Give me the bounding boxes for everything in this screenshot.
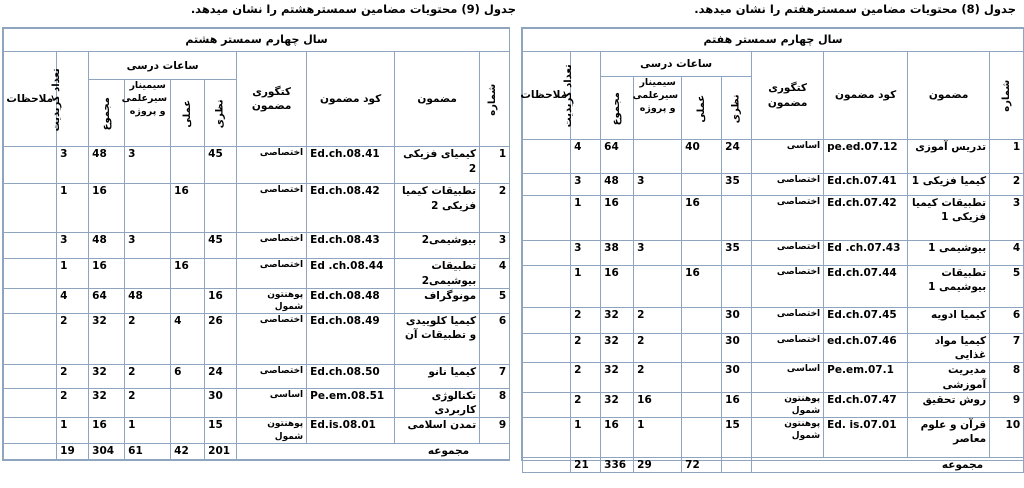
practical-cell: 16	[682, 196, 722, 241]
table-row	[4, 259, 510, 288]
practical-cell	[682, 363, 722, 392]
credits-cell: 1	[571, 266, 601, 308]
practical-cell	[682, 392, 722, 417]
seminar-cell: 2	[125, 389, 171, 418]
totals-label: مجموعه	[752, 457, 1024, 472]
table-9-panel	[2, 27, 510, 461]
theory-cell: 26	[205, 314, 237, 365]
totals-notes	[4, 443, 57, 459]
code-cell: Ed.ch.07.41	[824, 174, 908, 196]
credits-cell: 3	[571, 174, 601, 196]
header-code: کود مضمون	[307, 52, 395, 147]
notes-cell	[523, 140, 571, 174]
category-cell: اختصاصی	[237, 184, 307, 233]
seminar-cell: 3	[125, 233, 171, 259]
code-cell: Ed .ch.08.44	[307, 259, 395, 288]
theory-cell	[722, 196, 752, 241]
table-row	[523, 417, 1024, 457]
subject-cell: مونوگراف	[395, 288, 480, 313]
total-cell: 16	[89, 418, 125, 443]
seminar-cell: 2	[634, 334, 682, 363]
totals-total: 336	[601, 457, 634, 472]
practical-cell	[171, 389, 205, 418]
header-code: کود مضمون	[824, 52, 908, 140]
seminar-cell	[634, 266, 682, 308]
table-row	[523, 392, 1024, 417]
row-number: 4	[990, 241, 1024, 266]
category-cell: پوهنتون شمول	[752, 417, 824, 457]
table-row	[4, 147, 510, 184]
credits-cell: 2	[571, 363, 601, 392]
credits-cell: 1	[571, 196, 601, 241]
header-credits: تعداد کریدیت	[571, 52, 601, 140]
notes-cell	[4, 259, 57, 288]
practical-cell	[171, 418, 205, 443]
total-cell: 64	[89, 288, 125, 313]
subject-cell: بیوشیمی 1	[908, 241, 990, 266]
category-cell: پوهنتون شمول	[237, 418, 307, 443]
theory-cell: 16	[205, 288, 237, 313]
practical-cell	[682, 334, 722, 363]
seminar-cell: 2	[634, 308, 682, 334]
seminar-cell: 3	[634, 241, 682, 266]
credits-cell: 2	[57, 389, 89, 418]
header-credits: تعداد کریدیت	[57, 52, 89, 147]
subject-cell: تمدن اسلامی	[395, 418, 480, 443]
code-cell: Ed.ch.08.42	[307, 184, 395, 233]
seminar-cell: 16	[634, 392, 682, 417]
theory-cell: 15	[205, 418, 237, 443]
notes-cell	[523, 363, 571, 392]
table-row	[523, 334, 1024, 363]
seminar-cell	[634, 196, 682, 241]
seminar-cell: 3	[125, 147, 171, 184]
table-row	[4, 418, 510, 443]
total-cell: 32	[601, 392, 634, 417]
seminar-cell	[125, 259, 171, 288]
code-cell: Ed.is.08.01	[307, 418, 395, 443]
credits-cell: 3	[571, 241, 601, 266]
total-cell: 32	[601, 308, 634, 334]
header-category: کتگوری مضمون	[237, 52, 307, 147]
code-cell: Ed.ch.07.42	[824, 196, 908, 241]
total-cell: 16	[89, 259, 125, 288]
total-cell: 32	[601, 363, 634, 392]
header-total: مجموع	[89, 80, 125, 147]
header-number: شماره	[480, 52, 510, 147]
category-cell: پوهنتون شمول	[752, 392, 824, 417]
notes-cell	[523, 392, 571, 417]
semester-title: سال چهارم سمستر هفتم	[523, 29, 1024, 52]
subject-cell: تدریس آموزی	[908, 140, 990, 174]
totals-credits: 21	[571, 457, 601, 472]
subject-cell: تکنالوژی کاربردی	[395, 389, 480, 418]
practical-cell	[171, 233, 205, 259]
table-row	[523, 266, 1024, 308]
subject-cell: روش تحقیق	[908, 392, 990, 417]
row-number: 6	[990, 308, 1024, 334]
category-cell: اختصاصی	[752, 334, 824, 363]
header-practical: عملی	[171, 80, 205, 147]
totals-label: مجموعه	[237, 443, 510, 459]
credits-cell: 2	[571, 334, 601, 363]
category-cell: اختصاصی	[237, 365, 307, 389]
row-number: 1	[990, 140, 1024, 174]
practical-cell	[682, 308, 722, 334]
header-theory: نظری	[722, 77, 752, 140]
table-row	[4, 389, 510, 418]
category-cell: اختصاصی	[237, 314, 307, 365]
subject-cell: تطبیقات بیوشیمی2	[395, 259, 480, 288]
code-cell: Ed. is.07.01	[824, 417, 908, 457]
notes-cell	[523, 196, 571, 241]
practical-cell: 16	[682, 266, 722, 308]
theory-cell: 45	[205, 233, 237, 259]
notes-cell	[4, 314, 57, 365]
seminar-cell: 2	[125, 365, 171, 389]
seminar-cell: 3	[634, 174, 682, 196]
total-cell: 16	[601, 417, 634, 457]
practical-cell: 6	[171, 365, 205, 389]
row-number: 5	[480, 288, 510, 313]
row-number: 1	[480, 147, 510, 184]
code-cell: Ed.ch.08.49	[307, 314, 395, 365]
table-row	[4, 288, 510, 313]
notes-cell	[523, 417, 571, 457]
notes-cell	[4, 418, 57, 443]
table-8-caption: جدول (8) محتویات مضامین سمسترهفتم را نشان میدهد.	[694, 2, 1016, 16]
header-seminar: سیمینار سیرعلمی و پروژه	[125, 80, 171, 147]
row-number: 8	[480, 389, 510, 418]
category-cell: اختصاصی	[237, 259, 307, 288]
category-cell: پوهنتون شمول	[237, 288, 307, 313]
header-notes: ملاحظات	[523, 52, 571, 140]
practical-cell	[171, 288, 205, 313]
theory-cell: 35	[722, 241, 752, 266]
table-row	[4, 184, 510, 233]
theory-cell: 30	[722, 363, 752, 392]
total-cell: 32	[89, 365, 125, 389]
theory-cell: 30	[722, 308, 752, 334]
code-cell: Ed.ch.07.45	[824, 308, 908, 334]
row-number: 3	[480, 233, 510, 259]
subject-cell: کیمیا فزیکی 1	[908, 174, 990, 196]
credits-cell: 4	[571, 140, 601, 174]
category-cell: اساسی	[752, 140, 824, 174]
row-number: 7	[990, 334, 1024, 363]
theory-cell: 15	[722, 417, 752, 457]
header-category: کتگوری مضمون	[752, 52, 824, 140]
table-row	[523, 174, 1024, 196]
row-number: 2	[480, 184, 510, 233]
subject-cell: تطبیقات کیمیا فزیکی 2	[395, 184, 480, 233]
total-cell: 16	[601, 196, 634, 241]
practical-cell: 40	[682, 140, 722, 174]
table-9	[3, 28, 510, 460]
table-row	[4, 365, 510, 389]
table-row	[523, 308, 1024, 334]
totals-row	[4, 443, 510, 459]
table-8-panel	[520, 27, 1024, 471]
total-cell: 32	[601, 334, 634, 363]
code-cell: Ed.ch.07.47	[824, 392, 908, 417]
table-row	[4, 314, 510, 365]
notes-cell	[4, 389, 57, 418]
seminar-cell: 48	[125, 288, 171, 313]
code-cell: Pe.em.07.1	[824, 363, 908, 392]
theory-cell	[205, 259, 237, 288]
credits-cell: 2	[571, 308, 601, 334]
notes-cell	[523, 266, 571, 308]
subject-cell: کیمیا ادویه	[908, 308, 990, 334]
seminar-cell: 1	[634, 417, 682, 457]
code-cell: Pe.em.08.51	[307, 389, 395, 418]
credits-cell: 4	[57, 288, 89, 313]
header-subject: مضمون	[908, 52, 990, 140]
code-cell: Ed.ch.08.43	[307, 233, 395, 259]
code-cell: pe.ed.07.12	[824, 140, 908, 174]
table-row	[523, 241, 1024, 266]
totals-credits: 19	[57, 443, 89, 459]
category-cell: اختصاصی	[752, 196, 824, 241]
header-number: شماره	[990, 52, 1024, 140]
notes-cell	[4, 365, 57, 389]
totals-theory	[722, 457, 752, 472]
totals-seminar: 29	[634, 457, 682, 472]
theory-cell: 45	[205, 147, 237, 184]
header-theory: نظری	[205, 80, 237, 147]
category-cell: اختصاصی	[237, 233, 307, 259]
subject-cell: بیوشیمی2	[395, 233, 480, 259]
category-cell: اختصاصی	[752, 241, 824, 266]
seminar-cell: 1	[125, 418, 171, 443]
category-cell: اساسی	[752, 363, 824, 392]
row-number: 2	[990, 174, 1024, 196]
category-cell: اختصاصی	[752, 308, 824, 334]
theory-cell	[205, 184, 237, 233]
seminar-cell	[634, 140, 682, 174]
row-number: 9	[990, 392, 1024, 417]
header-hours: ساعات درسی	[601, 52, 752, 77]
totals-notes	[523, 457, 571, 472]
practical-cell	[682, 417, 722, 457]
category-cell: اختصاصی	[752, 266, 824, 308]
header-notes: ملاحظات	[4, 52, 57, 147]
totals-practical: 72	[682, 457, 722, 472]
credits-cell: 1	[57, 259, 89, 288]
notes-cell	[4, 288, 57, 313]
category-cell: اساسی	[237, 389, 307, 418]
notes-cell	[4, 147, 57, 184]
notes-cell	[4, 233, 57, 259]
total-cell: 32	[89, 314, 125, 365]
semester-title: سال چهارم سمستر هشتم	[4, 29, 510, 52]
total-cell: 38	[601, 241, 634, 266]
subject-cell: کیمیا نانو	[395, 365, 480, 389]
theory-cell	[722, 266, 752, 308]
code-cell: ed.ch.07.46	[824, 334, 908, 363]
header-total: مجموع	[601, 77, 634, 140]
notes-cell	[523, 308, 571, 334]
table-row	[523, 363, 1024, 392]
row-number: 9	[480, 418, 510, 443]
code-cell: Ed.ch.08.48	[307, 288, 395, 313]
totals-total: 304	[89, 443, 125, 459]
notes-cell	[523, 334, 571, 363]
practical-cell: 4	[171, 314, 205, 365]
totals-seminar: 61	[125, 443, 171, 459]
practical-cell	[682, 174, 722, 196]
header-hours: ساعات درسی	[89, 52, 237, 80]
code-cell: Ed.ch.07.44	[824, 266, 908, 308]
subject-cell: کیمیای فزیکی 2	[395, 147, 480, 184]
header-subject: مضمون	[395, 52, 480, 147]
table-row	[523, 140, 1024, 174]
category-cell: اختصاصی	[752, 174, 824, 196]
credits-cell: 2	[571, 392, 601, 417]
notes-cell	[523, 241, 571, 266]
theory-cell: 24	[205, 365, 237, 389]
subject-cell: مدیریت آموزشی	[908, 363, 990, 392]
row-number: 6	[480, 314, 510, 365]
theory-cell: 24	[722, 140, 752, 174]
seminar-cell: 2	[634, 363, 682, 392]
theory-cell: 35	[722, 174, 752, 196]
credits-cell: 1	[57, 418, 89, 443]
code-cell: Ed.ch.08.41	[307, 147, 395, 184]
row-number: 7	[480, 365, 510, 389]
total-cell: 48	[89, 233, 125, 259]
notes-cell	[523, 174, 571, 196]
practical-cell	[171, 147, 205, 184]
header-seminar: سیمینار سیرعلمی و پروژه	[634, 77, 682, 140]
table-row	[523, 196, 1024, 241]
totals-row	[523, 457, 1024, 472]
totals-theory: 201	[205, 443, 237, 459]
practical-cell: 16	[171, 259, 205, 288]
total-cell: 16	[89, 184, 125, 233]
seminar-cell	[125, 184, 171, 233]
row-number: 8	[990, 363, 1024, 392]
row-number: 5	[990, 266, 1024, 308]
subject-cell: تطبیقات کیمیا فزیکی 1	[908, 196, 990, 241]
credits-cell: 2	[57, 314, 89, 365]
code-cell: Ed .ch.07.43	[824, 241, 908, 266]
total-cell: 16	[601, 266, 634, 308]
total-cell: 64	[601, 140, 634, 174]
header-practical: عملی	[682, 77, 722, 140]
code-cell: Ed.ch.08.50	[307, 365, 395, 389]
seminar-cell: 2	[125, 314, 171, 365]
subject-cell: کیمیا کلوییدی و تطبیقات آن	[395, 314, 480, 365]
practical-cell	[682, 241, 722, 266]
totals-practical: 42	[171, 443, 205, 459]
category-cell: اختصاصی	[237, 147, 307, 184]
table-9-caption: جدول (9) محتویات مضامین سمسترهشتم را نشان میدهد.	[190, 2, 516, 16]
theory-cell: 16	[722, 392, 752, 417]
credits-cell: 1	[57, 184, 89, 233]
credits-cell: 1	[571, 417, 601, 457]
credits-cell: 3	[57, 147, 89, 184]
row-number: 3	[990, 196, 1024, 241]
credits-cell: 2	[57, 365, 89, 389]
practical-cell: 16	[171, 184, 205, 233]
credits-cell: 3	[57, 233, 89, 259]
table-8	[522, 28, 1024, 473]
theory-cell: 30	[205, 389, 237, 418]
row-number: 4	[480, 259, 510, 288]
total-cell: 48	[89, 147, 125, 184]
total-cell: 32	[89, 389, 125, 418]
subject-cell: قرآن و علوم معاصر	[908, 417, 990, 457]
subject-cell: تطبیقات بیوشیمی 1	[908, 266, 990, 308]
notes-cell	[4, 184, 57, 233]
theory-cell: 30	[722, 334, 752, 363]
subject-cell: کیمیا مواد غذایی	[908, 334, 990, 363]
row-number: 10	[990, 417, 1024, 457]
total-cell: 48	[601, 174, 634, 196]
table-row	[4, 233, 510, 259]
